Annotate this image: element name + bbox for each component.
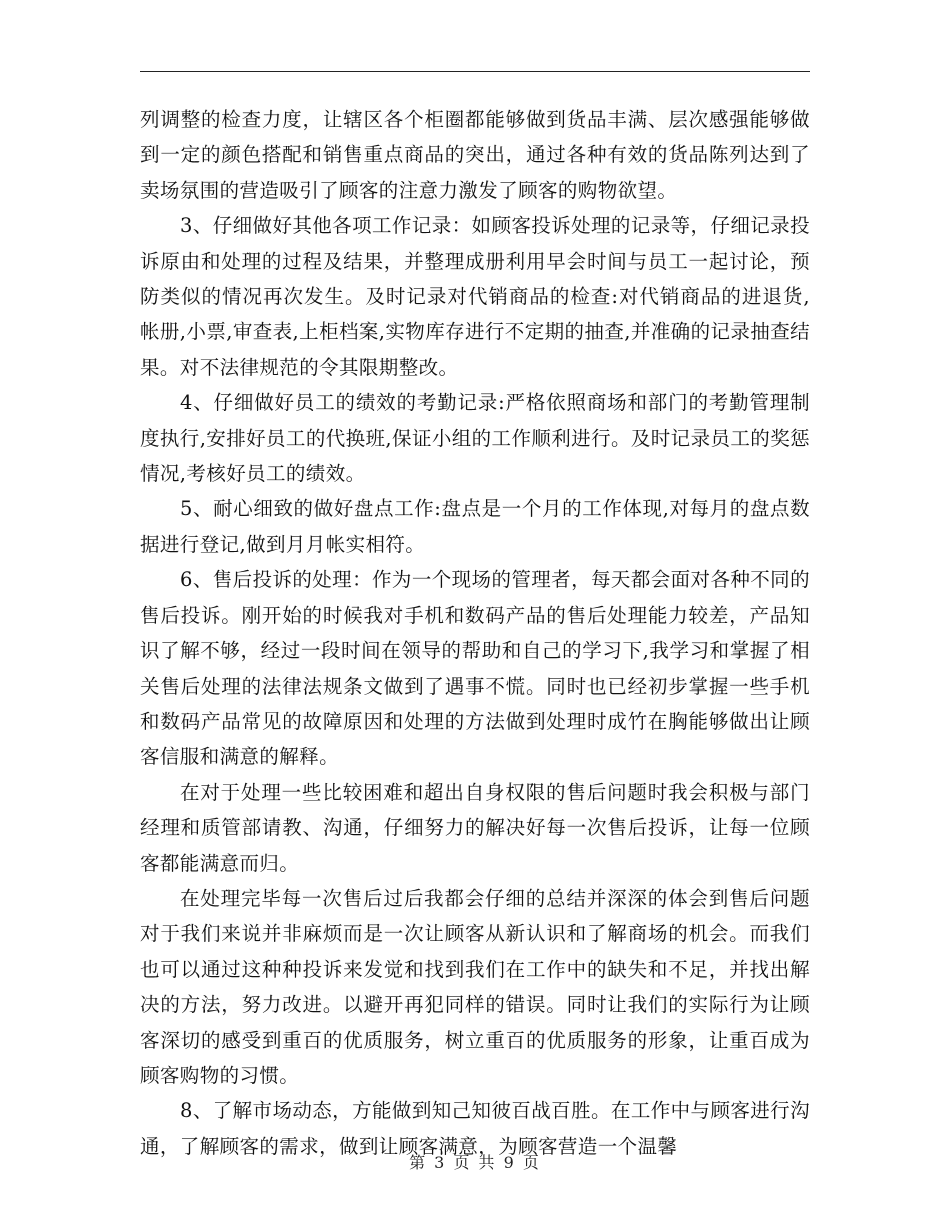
header-rule: [140, 71, 810, 72]
body-text: [140, 102, 810, 1164]
paragraph-5: 6、售后投诉的处理：作为一个现场的管理者，每天都会面对各种不同的售后投诉。刚开始的时候我对手机和数码产品的售后处理能力较差，产品知识了解不够，经过一段时间在领导的帮助和自己的学习下,我学习和掌握了相关售后处理的法律法规条文做到了遇事不慌。同时也已经初步掌握一些手机和数码产品常见的故障原因和处理的方法做到处理时成竹在胸能够做出让顾客信服和满意的解释。: [140, 568, 810, 769]
page-number-footer: 第 3 页 共 9 页: [409, 1153, 541, 1172]
paragraph-6: 在对于处理一些比较困难和超出自身权限的售后问题时我会积极与部门经理和质管部请教、沟通，仔细努力的解决好每一次售后投诉，让每一位顾客都能满意而归。: [140, 780, 810, 875]
paragraph-8: 8、了解市场动态，方能做到知己知彼百战百胜。在工作中与顾客进行沟通，了解顾客的需求，做到让顾客满意，为顾客营造一个温馨: [140, 1099, 810, 1158]
paragraph-7: 在处理完毕每一次售后过后我都会仔细的总结并深深的体会到售后问题对于我们来说并非麻烦而是一次让顾客从新认识和了解商场的机会。而我们也可以通过这种种投诉来发觉和找到我们在工作中的缺失和不足，并找出解决的方法，努力改进。以避开再犯同样的错误。同时让我们的实际行为让顾客深切的感受到重百的优质服务，树立重百的优质服务的形象，让重百成为顾客购物的习惯。: [140, 886, 810, 1087]
paragraph-1: 列调整的检查力度，让辖区各个柜圈都能够做到货品丰满、层次感强能够做到一定的颜色搭配和销售重点商品的突出，通过各种有效的货品陈列达到了卖场氛围的营造吸引了顾客的注意力激发了顾客的购物欲望。: [140, 108, 810, 202]
paragraph-2: 3、仔细做好其他各项工作记录：如顾客投诉处理的记录等，仔细记录投诉原由和处理的过程及结果，并整理成册利用早会时间与员工一起讨论，预防类似的情况再次发生。及时记录对代销商品的检查:对代销商品的进退货,帐册,小票,审查表,上柜档案,实物库存进行不定期的抽查,并准确的记录抽查结果。对不法律规范的令其限期整改。: [140, 214, 810, 379]
paragraph-3: 4、仔细做好员工的绩效的考勤记录:严格依照商场和部门的考勤管理制度执行,安排好员工的代换班,保证小组的工作顺利进行。及时记录员工的奖惩情况,考核好员工的绩效。: [140, 391, 810, 486]
paragraph-4: 5、耐心细致的做好盘点工作:盘点是一个月的工作体现,对每月的盘点数据进行登记,做到月月帐实相符。: [140, 497, 810, 556]
